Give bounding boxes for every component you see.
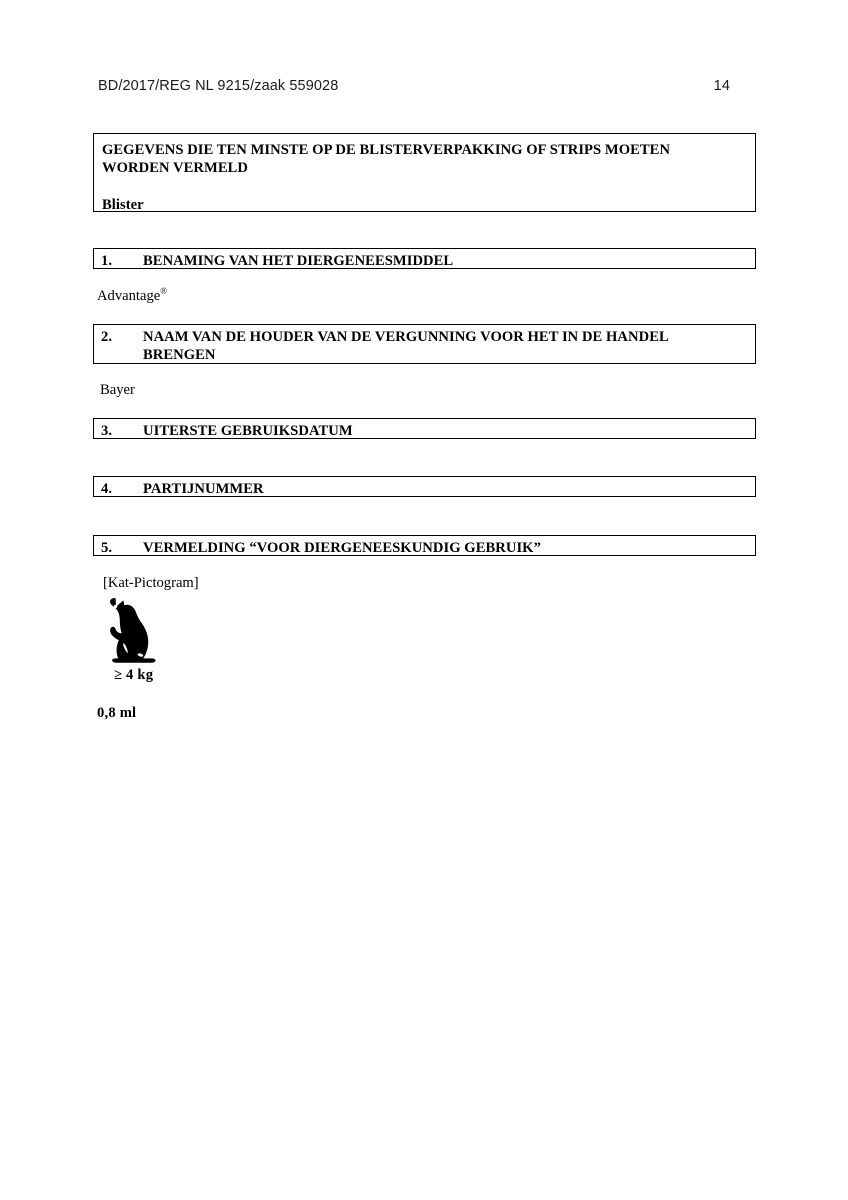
registered-trademark-icon: ® [160,286,168,297]
title-subheading: Blister [102,197,144,213]
pictogram-block [103,596,159,684]
section-1-number: 1. [101,253,113,269]
section-2-title-line-2: BRENGEN [143,347,216,363]
section-1-title: BENAMING VAN HET DIERGENEESMIDDEL [143,253,454,269]
section-box-3 [93,418,756,439]
section-4-row [101,480,749,498]
marketing-authorisation-holder-text: Bayer [100,382,135,398]
header-page-number: 14 [713,78,730,94]
product-name-text [97,287,167,306]
title-heading-line-1: GEGEVENS DIE TEN MINSTE OP DE BLISTERVERPAKKING OF STRIPS MOETEN [102,142,671,158]
cat-silhouette-icon [103,596,159,664]
section-2-title [143,328,749,364]
document-header [98,78,730,94]
pictogram-caption: [Kat-Pictogram] [103,575,199,591]
section-3-row [101,422,749,440]
section-2-row [101,328,749,364]
section-box-4 [93,476,756,497]
header-reference: BD/2017/REG NL 9215/zaak 559028 [98,78,339,94]
section-3-number: 3. [101,423,113,439]
section-4-title: PARTIJNUMMER [143,481,264,497]
section-4-number: 4. [101,481,113,497]
title-heading-line-2: WORDEN VERMELD [102,160,248,176]
section-5-row [101,539,749,557]
dose-label: 0,8 ml [97,705,137,721]
section-box-2 [93,324,756,364]
section-5-number: 5. [101,540,113,556]
weight-label: ≥ 4 kg [114,667,154,683]
section-box-1 [93,248,756,269]
title-box [93,133,756,212]
section-2-title-line-1: NAAM VAN DE HOUDER VAN DE VERGUNNING VOOR HET IN DE HANDEL [143,329,669,345]
section-box-5 [93,535,756,556]
product-name: Advantage [97,288,161,304]
section-3-title: UITERSTE GEBRUIKSDATUM [143,423,353,439]
section-2-number: 2. [101,329,113,345]
section-1-row [101,252,749,270]
section-5-title: VERMELDING “VOOR DIERGENEESKUNDIG GEBRUIK” [143,540,541,556]
